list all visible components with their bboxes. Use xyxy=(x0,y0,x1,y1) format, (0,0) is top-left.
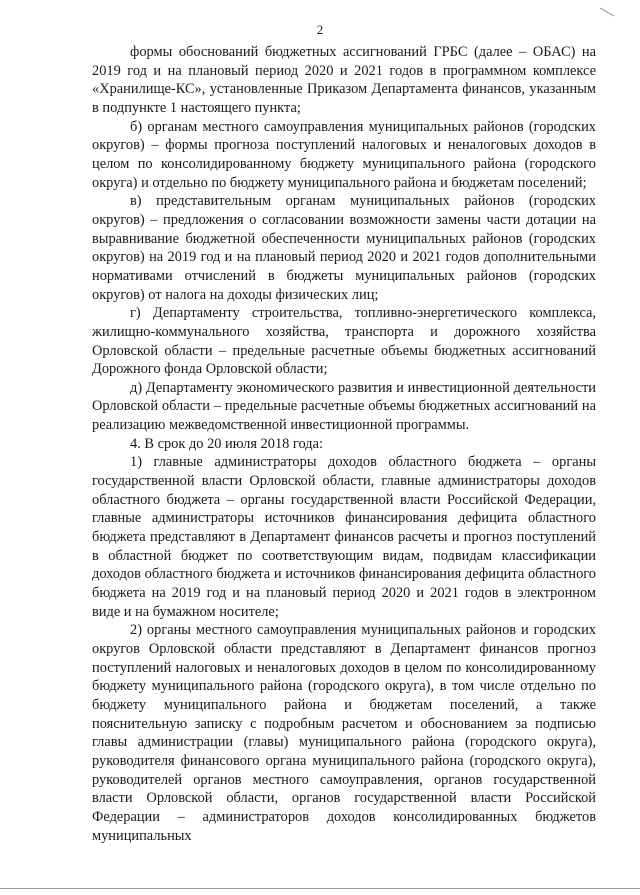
paragraph-item-b: б) органам местного самоуправления муниципальных районов (городских округов) – формы прогноза поступлений налоговых и неналоговых доходов в целом по консолидированному бюджету муниципального района (городского округа) и отдельно по бюджету муниципального района и бюджетам поселений; xyxy=(92,118,596,191)
paragraph-item-d: д) Департаменту экономического развития и инвестиционной деятельности Орловской области – предельные расчетные объемы бюджетных ассигнований на реализацию межведомственной инвестиционной программы. xyxy=(92,379,596,434)
corner-scan-mark xyxy=(598,6,616,18)
document-body xyxy=(92,43,596,845)
paragraph-item-g: г) Департаменту строительства, топливно-энергетического комплекса, жилищно-коммунального хозяйства, транспорта и дорожного хозяйства Орловской области – предельные расчетные объемы бюджетных ассигнований Дорожного фонда Орловской области; xyxy=(92,305,596,378)
paragraph-item-v: в) представительным органам муниципальных районов (городских округов) – предложения о согласовании возможности замены части дотации на выравнивание бюджетной обеспеченности муниципальных районов (городских округов) на 2019 год и на плановый период 2020 и 2021 годов дополнительными нормативами отчислений в бюджеты муниципальных районов (городских округов) от налога на доходы физических лиц; xyxy=(92,193,596,303)
page-bottom-edge xyxy=(0,888,640,889)
paragraph-section-4-item-2: 2) органы местного самоуправления муниципальных районов и городских округов Орловской области представляют в Департамент финансов прогноз поступлений налоговых и неналоговых доходов в целом по консолидированному бюджету муниципального района (городского округа), в том числе отдельно по бюджету муниципального района и бюджетам поселений, а также пояснительную записку с подробным расчетом и обоснованием за подписью главы администрации (главы) муниципального района (городского округа), руководителя финансового органа муниципального района (городского округа), руководителей органов местного самоуправления, органов государственной власти Орловской области, органов государственной власти Российской Федерации – администраторов доходов консолидированных бюджетов муниципальных xyxy=(92,622,596,844)
paragraph-obas-forms: формы обоснований бюджетных ассигнований ГРБС (далее – ОБАС) на 2019 год и на плановый период 2020 и 2021 годов в программном комплексе «Хранилище-КС», установленные Приказом Департамента финансов, указанным в подпункте 1 настоящего пункта; xyxy=(92,44,596,116)
page-number: 2 xyxy=(316,22,324,37)
paragraph-section-4-heading: 4. В срок до 20 июля 2018 года: xyxy=(130,435,323,452)
paragraph-section-4-item-1: 1) главные администраторы доходов областного бюджета – органы государственной власти Орловской области, главные администраторы доходов областного бюджета – органы государственной власти Российской Федерации, главные администраторы источников финансирования дефицита областного бюджета представляют в Департамент финансов расчеты и прогноз поступлений в областной бюджет по соответствующим видам, подвидам классификации доходов областного бюджета и источников финансирования дефицита областного бюджета на 2019 год и на плановый период 2020 и 2021 годов в электронном виде и на бумажном носителе; xyxy=(92,454,596,620)
